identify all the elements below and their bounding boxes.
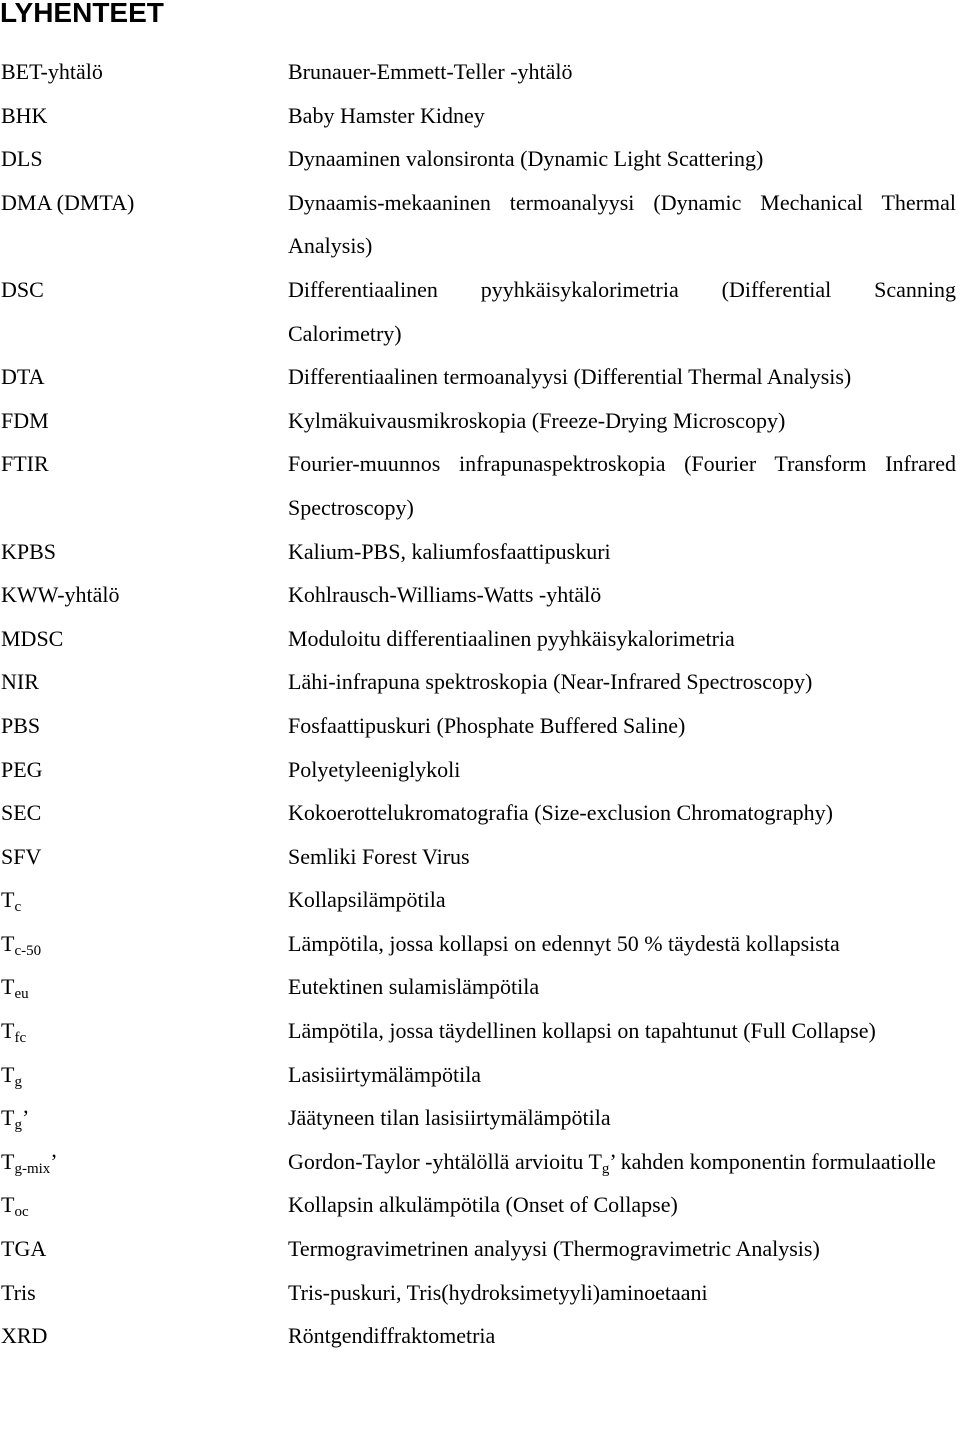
abbreviation-term: FDM: [1, 407, 49, 433]
term-symbol: T: [1, 1105, 15, 1131]
abbreviation-definition: Polyetyleeniglykoli: [288, 756, 461, 782]
abbreviation-definition: Differentiaalinen termoanalyysi (Differential Thermal Analysis): [288, 364, 852, 390]
abbreviation-definition: Semliki Forest Virus: [288, 843, 470, 869]
abbreviation-term: [1, 965, 29, 1009]
abbreviation-definition: Differentiaalinen pyyhkäisykalorimetria (Differential Scanning Calorimetry): [288, 276, 956, 346]
abbreviation-term: TGA: [1, 1236, 47, 1262]
term-prime: ’: [21, 1105, 30, 1131]
abbreviation-list: [0, 50, 960, 1358]
term-subscript: c: [14, 899, 22, 916]
abbreviation-definition: Kylmäkuivausmikroskopia (Freeze-Drying Microscopy): [288, 407, 786, 433]
term-symbol: T: [1, 1018, 15, 1044]
abbreviation-definition: Baby Hamster Kidney: [288, 102, 485, 128]
abbreviation-term: [1, 1053, 22, 1097]
term-subscript: c-50: [14, 942, 42, 959]
abbreviation-term: [1, 1140, 58, 1184]
term-symbol: T: [1, 1148, 15, 1174]
abbreviation-definition: Lasisiirtymälämpötila: [288, 1061, 482, 1087]
term-subscript: g: [14, 1073, 22, 1090]
list-item: [0, 1227, 960, 1271]
abbreviation-term: MDSC: [1, 625, 64, 651]
list-item: [0, 50, 960, 94]
abbreviation-definition: Kalium-PBS, kaliumfosfaattipuskuri: [288, 538, 611, 564]
abbreviation-term: DLS: [1, 146, 43, 172]
list-item: [0, 922, 960, 966]
abbreviation-term: DTA: [1, 364, 45, 390]
abbreviation-term: [1, 922, 41, 966]
abbreviation-term: DMA (DMTA): [1, 189, 135, 215]
abbreviation-term: BET-yhtälö: [1, 59, 103, 84]
abbreviation-definition: Brunauer-Emmett-Teller -yhtälö: [288, 59, 573, 84]
abbreviation-definition: Dynaamis-mekaaninen termoanalyysi (Dynamic Mechanical Thermal Analysis): [288, 189, 956, 259]
list-item: [0, 137, 960, 181]
abbreviation-definition: Lämpötila, jossa täydellinen kollapsi on tapahtunut (Full Collapse): [288, 1018, 876, 1044]
abbreviation-definition: Moduloitu differentiaalinen pyyhkäisykalorimetria: [288, 625, 735, 651]
abbreviation-definition: Eutektinen sulamislämpötila: [288, 974, 540, 1000]
abbreviation-term: [1, 1096, 29, 1140]
abbreviation-term: PEG: [1, 756, 43, 782]
list-item: [0, 268, 960, 355]
term-subscript: oc: [14, 1204, 29, 1221]
term-subscript: fc: [14, 1030, 27, 1047]
list-item: [0, 878, 960, 922]
list-item: [0, 399, 960, 443]
abbreviation-term: XRD: [1, 1323, 48, 1349]
list-item: [0, 94, 960, 138]
abbreviation-definition: Lähi-infrapuna spektroskopia (Near-Infrared Spectroscopy): [288, 669, 813, 695]
abbreviation-term: [1, 1009, 26, 1053]
term-symbol: T: [1, 887, 15, 913]
abbreviation-term: FTIR: [1, 451, 49, 477]
term-symbol: T: [1, 1061, 15, 1087]
abbreviation-definition: Fourier-muunnos infrapunaspektroskopia (Fourier Transform Infrared Spectroscopy): [288, 451, 956, 520]
list-item: [0, 1053, 960, 1097]
abbreviation-definition: Tris-puskuri, Tris(hydroksimetyyli)aminoetaani: [288, 1279, 708, 1305]
definition-text: ’ kahden komponentin formulaatiolle: [609, 1148, 936, 1174]
abbreviation-definition: Termogravimetrinen analyysi (Thermogravimetric Analysis): [288, 1236, 820, 1262]
list-item: [0, 355, 960, 399]
abbreviation-definition: Kokoerottelukromatografia (Size-exclusion Chromatography): [288, 800, 833, 826]
list-item: [0, 1271, 960, 1315]
list-item: [0, 835, 960, 879]
definition-text: Gordon-Taylor -yhtälöllä arvioitu T: [288, 1148, 602, 1174]
list-item: [0, 617, 960, 661]
abbreviation-definition: Kollapsilämpötila: [288, 887, 446, 913]
list-item: [0, 1009, 960, 1053]
list-item: [0, 748, 960, 792]
abbreviation-term: KPBS: [1, 538, 57, 564]
list-item: [0, 1183, 960, 1227]
list-item: [0, 1096, 960, 1140]
abbreviation-definition: Röntgendiffraktometria: [288, 1323, 496, 1349]
abbreviation-term: DSC: [1, 276, 44, 302]
abbreviation-term: Tris: [1, 1279, 36, 1305]
definition-subscript: g: [601, 1160, 610, 1177]
abbreviation-definition: Kohlrausch-Williams-Watts -yhtälö: [288, 582, 602, 608]
abbreviation-term: SFV: [1, 843, 42, 869]
list-item: [0, 573, 960, 617]
list-item: [0, 1314, 960, 1358]
abbreviation-definition: Jäätyneen tilan lasisiirtymälämpötila: [288, 1105, 611, 1131]
abbreviation-term: [1, 1183, 29, 1227]
abbreviation-term: BHK: [1, 102, 48, 128]
abbreviation-definition: Lämpötila, jossa kollapsi on edennyt 50 % täydestä kollapsista: [288, 930, 840, 956]
term-symbol: T: [1, 1192, 15, 1218]
abbreviation-definition: Kollapsin alkulämpötila (Onset of Collapse): [288, 1192, 678, 1218]
list-item: [0, 1140, 960, 1184]
abbreviation-term: NIR: [1, 669, 39, 695]
term-prime: ’: [50, 1148, 58, 1174]
list-item: [0, 791, 960, 835]
abbreviation-definition: Fosfaattipuskuri (Phosphate Buffered Saline): [288, 712, 686, 738]
abbreviation-definition: Dynaaminen valonsironta (Dynamic Light Scattering): [288, 146, 764, 172]
term-symbol: T: [1, 974, 15, 1000]
abbreviation-term: KWW-yhtälö: [1, 582, 120, 608]
list-item: [0, 965, 960, 1009]
list-item: [0, 181, 960, 268]
list-item: [0, 530, 960, 574]
list-item: [0, 660, 960, 704]
term-subscript: g-mix: [14, 1160, 51, 1177]
list-item: [0, 442, 960, 529]
list-item: [0, 704, 960, 748]
abbreviation-term: PBS: [1, 712, 41, 738]
abbreviation-term: [1, 878, 21, 922]
term-subscript: g: [14, 1117, 22, 1134]
abbreviation-definition: [288, 1140, 956, 1184]
page-title: LYHENTEET: [0, 0, 164, 28]
term-symbol: T: [1, 930, 15, 956]
abbreviation-term: SEC: [1, 800, 42, 826]
term-subscript: eu: [14, 986, 29, 1003]
